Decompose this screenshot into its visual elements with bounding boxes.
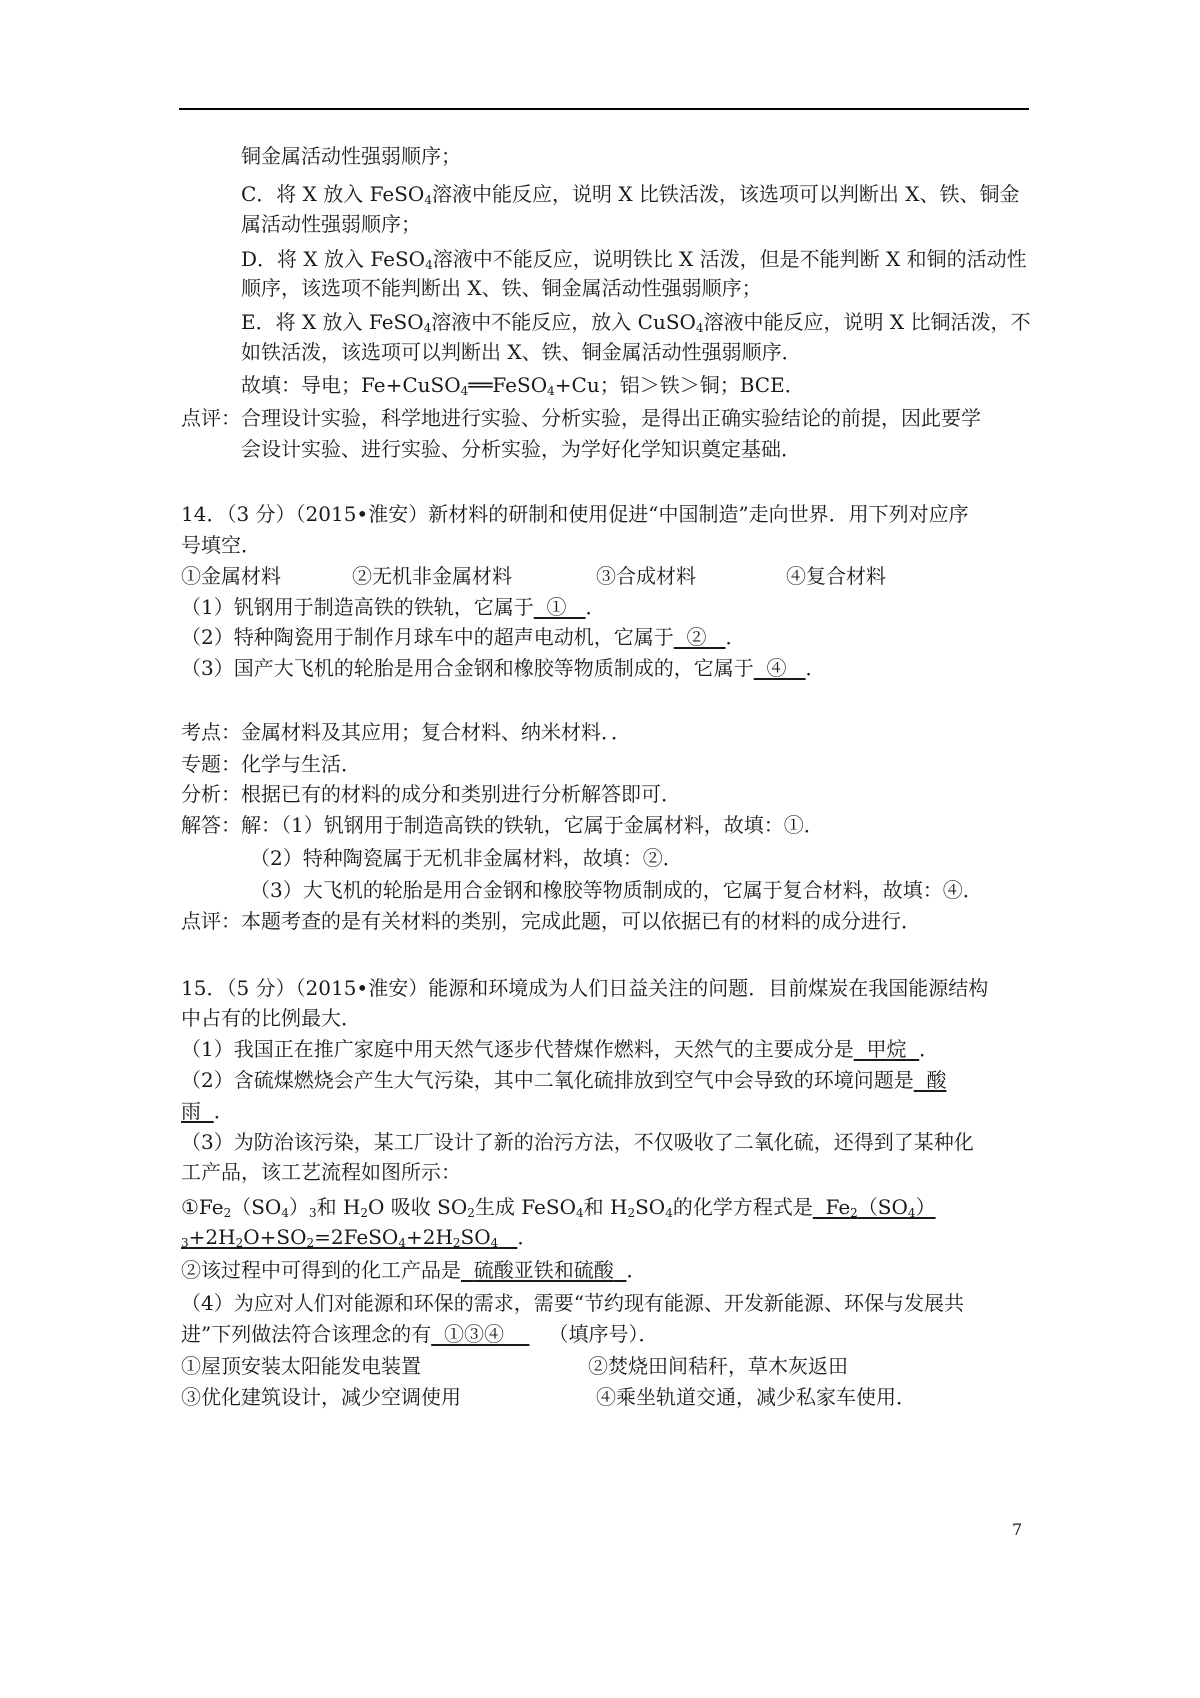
q13-line: C．将 X 放入 FeSO$_4$溶液中能反应，说明 X 比铁活泼，该选项可以判断出 X、铁、铜金 bbox=[241, 182, 1020, 207]
q13-answer: 故填：导电；Fe+CuSO$_4$══FeSO$_4$+Cu；铝＞铁＞铜；BCE． bbox=[241, 373, 805, 398]
zhuanti: 专题：化学与生活． bbox=[181, 752, 361, 776]
q15-stem: 中占有的比例最大． bbox=[181, 1006, 361, 1030]
q15-stem: 15．（5 分）（2015•淮安）能源和环境成为人们日益关注的问题．目前煤炭在我国能源结构 bbox=[181, 976, 989, 1000]
q15-option: ①屋顶安装太阳能发电装置 bbox=[181, 1354, 421, 1378]
q13-comment: 点评：合理设计实验，科学地进行实验、分析实验，是得出正确实验结论的前提，因此要学 bbox=[181, 406, 981, 430]
dianping: 点评：本题考查的是有关材料的类别，完成此题，可以依据已有的材料的成分进行． bbox=[181, 909, 921, 933]
jieda: （3）大飞机的轮胎是用合金钢和橡胶等物质制成的，它属于复合材料，故填：④． bbox=[250, 878, 983, 902]
q14-option: ①金属材料 bbox=[181, 564, 281, 588]
q15-equation: $①Fe_2(SO_4)_3$和 $H_2O$ 吸收 $SO_2$生成 FeSO$_4$和 $H_2SO_4$的化学方程式是 $Fe_2(SO_4)$ bbox=[181, 1195, 936, 1220]
q13-comment: 会设计实验、进行实验、分析实验，为学好化学知识奠定基础． bbox=[241, 437, 801, 461]
answer-blank: ④ bbox=[766, 656, 787, 680]
q14-part: （2）特种陶瓷用于制作月球车中的超声电动机，它属于 ② ． bbox=[181, 625, 746, 649]
q15-product: ②该过程中可得到的化工产品是 硫酸亚铁和硫酸 ． bbox=[181, 1258, 647, 1282]
answer-blank: ① bbox=[546, 595, 567, 619]
answer-blank: 雨 bbox=[181, 1099, 201, 1123]
jieda: （2）特种陶瓷属于无机非金属材料，故填：②． bbox=[250, 846, 683, 870]
q14-option: ③合成材料 bbox=[596, 564, 696, 588]
q14-stem: 14．（3 分）（2015•淮安）新材料的研制和使用促进“中国制造”走向世界．用下列对应序 bbox=[181, 502, 969, 526]
q15-part: （1）我国正在推广家庭中用天然气逐步代替煤作燃料，天然气的主要成分是 甲烷 ． bbox=[181, 1037, 940, 1061]
q15-equation: $_3+2H_2O+SO_2=2FeSO_4+2H_2SO_4$ ． bbox=[181, 1225, 538, 1250]
q15-part: 进”下列做法符合该理念的有 ①③④ （填序号）． bbox=[181, 1322, 659, 1346]
q13-line: 属活动性强弱顺序； bbox=[241, 212, 421, 236]
answer-blank: ② bbox=[686, 625, 707, 649]
q15-option: ②焚烧田间秸秆，草木灰返田 bbox=[588, 1354, 848, 1378]
page-number: 7 bbox=[1012, 1520, 1023, 1539]
q14-part: （3）国产大飞机的轮胎是用合金钢和橡胶等物质制成的，它属于 ④ ． bbox=[181, 656, 826, 680]
answer-blank: $Fe_2(SO_4)$ bbox=[825, 1195, 936, 1220]
q13-line: 顺序，该选项不能判断出 X、铁、铜金属活动性强弱顺序； bbox=[241, 276, 762, 300]
q15-option: ④乘坐轨道交通，减少私家车使用． bbox=[596, 1385, 916, 1409]
q15-part: （3）为防治该污染，某工厂设计了新的治污方法，不仅吸收了二氧化硫，还得到了某种化 bbox=[181, 1130, 974, 1154]
q15-part: （2）含硫煤燃烧会产生大气污染，其中二氧化硫排放到空气中会导致的环境问题是 酸 bbox=[181, 1068, 947, 1092]
q14-option: ④复合材料 bbox=[786, 564, 886, 588]
answer-blank: 硫酸亚铁和硫酸 bbox=[473, 1258, 614, 1282]
q14-part: （1）钒钢用于制造高铁的铁轨，它属于 ① ． bbox=[181, 595, 606, 619]
answer-blank: ①③④ bbox=[443, 1322, 504, 1346]
q13-line: 如铁活泼，该选项可以判断出 X、铁、铜金属活动性强弱顺序． bbox=[241, 340, 802, 364]
q15-part: 雨 ． bbox=[181, 1099, 234, 1123]
header-rule bbox=[179, 108, 1029, 110]
q15-part: （4）为应对人们对能源和环保的需求，需要“节约现有能源、开发新能源、环保与发展共 bbox=[181, 1291, 964, 1315]
q13-line: 铜金属活动性强弱顺序； bbox=[241, 144, 461, 168]
q15-option: ③优化建筑设计，减少空调使用 bbox=[181, 1385, 461, 1409]
q13-line: D．将 X 放入 FeSO$_4$溶液中不能反应，说明铁比 X 活泼，但是不能判断 X 和铜的活动性 bbox=[241, 247, 1027, 272]
q15-part: 工产品，该工艺流程如图所示： bbox=[181, 1160, 461, 1184]
q13-line: E．将 X 放入 FeSO$_4$溶液中不能反应，放入 CuSO$_4$溶液中能反应，说明 X 比铜活泼，不 bbox=[241, 310, 1031, 335]
answer-blank: 酸 bbox=[926, 1068, 947, 1092]
answer-blank: $_3+2H_2O+SO_2=2FeSO_4+2H_2SO_4$ bbox=[181, 1225, 499, 1250]
q14-option: ②无机非金属材料 bbox=[352, 564, 512, 588]
fenxi: 分析：根据已有的材料的成分和类别进行分析解答即可． bbox=[181, 782, 681, 806]
q14-stem: 号填空． bbox=[181, 533, 261, 557]
kaodian: 考点：金属材料及其应用；复合材料、纳米材料．． bbox=[181, 720, 631, 744]
answer-blank: 甲烷 bbox=[866, 1037, 907, 1061]
jieda: 解答：解：（1）钒钢用于制造高铁的铁轨，它属于金属材料，故填：①． bbox=[181, 813, 824, 837]
